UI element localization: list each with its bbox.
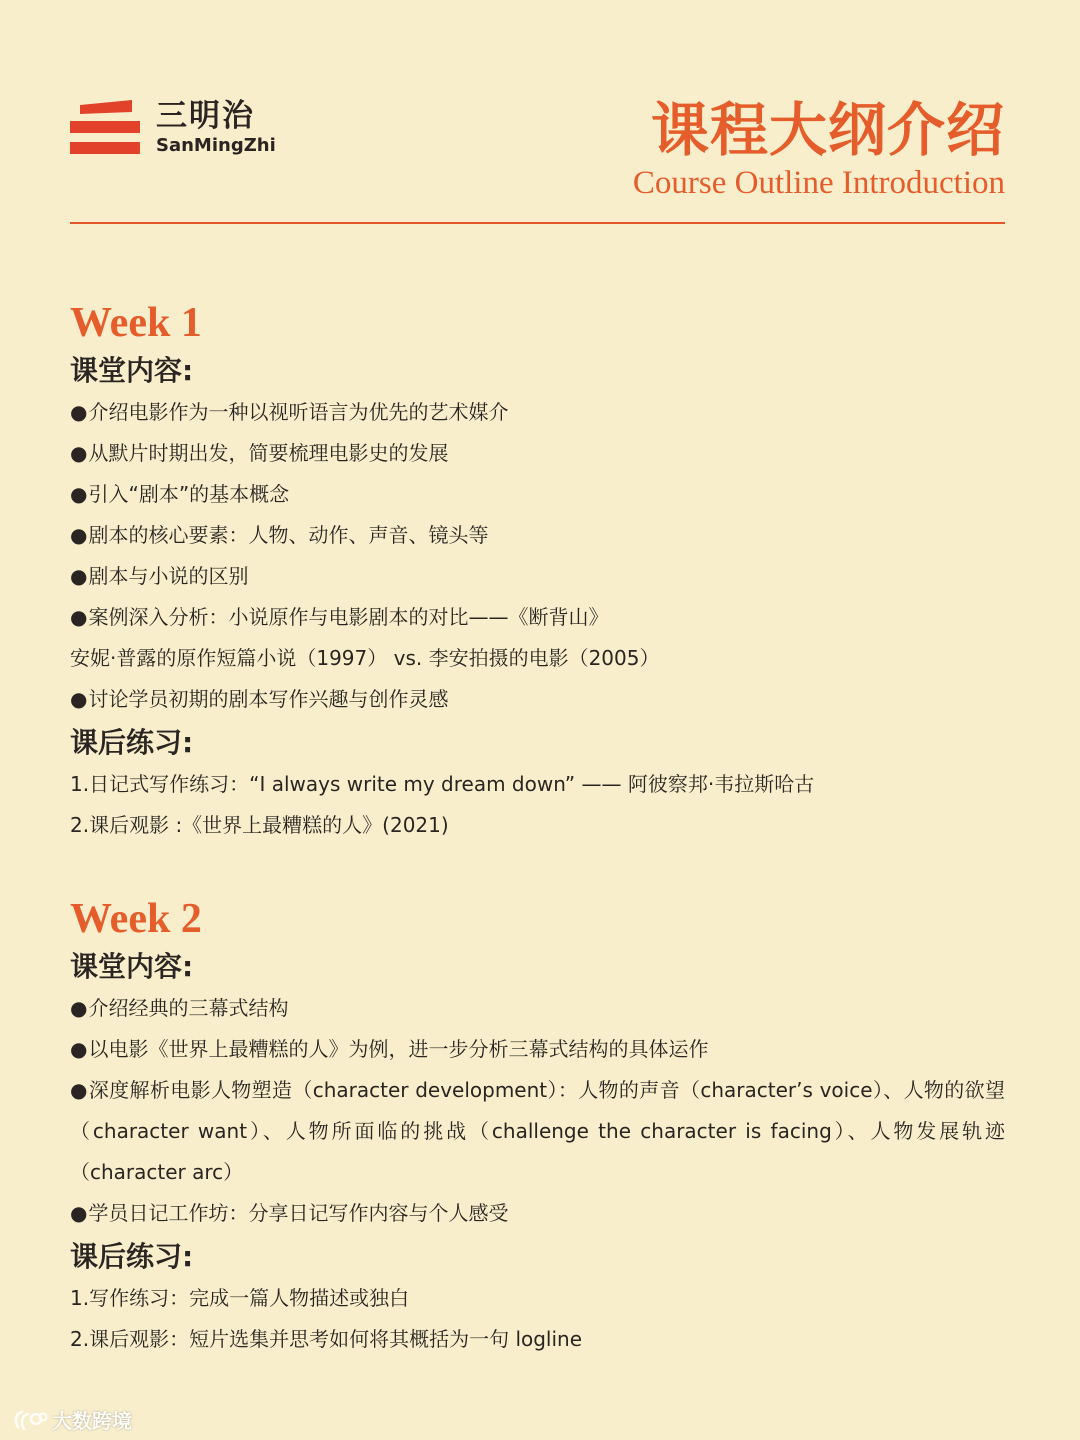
week-title: Week 1	[70, 300, 202, 346]
week-2-section	[70, 894, 1005, 1360]
list-item: ●以电影《世界上最糟糕的人》为例，进一步分析三幕式结构的具体运作	[70, 1037, 709, 1061]
brand-name-en: SanMingZhi	[156, 135, 276, 156]
page-header	[70, 96, 1005, 224]
bullet-icon: ●	[70, 1201, 88, 1225]
bullet-icon: ●	[70, 400, 88, 424]
list-item: ●学员日记工作坊：分享日记写作内容与个人感受	[70, 1201, 509, 1225]
list-item: ●介绍电影作为一种以视听语言为优先的艺术媒介	[70, 400, 509, 424]
week-title: Week 2	[70, 896, 202, 942]
list-item: ●从默片时期出发，简要梳理电影史的发展	[70, 441, 449, 465]
bullet-icon: ●	[70, 605, 88, 629]
homework-item: 1.写作练习：完成一篇人物描述或独白	[70, 1286, 410, 1310]
homework-heading: 课后练习:	[70, 1240, 194, 1273]
list-item: ●剧本的核心要素：人物、动作、声音、镜头等	[70, 523, 489, 547]
page-title: 课程大纲介绍	[650, 96, 1005, 164]
title-block	[633, 96, 1005, 200]
homework-item: 2.课后观影：短片选集并思考如何将其概括为一句 logline	[70, 1327, 583, 1351]
bullet-icon: ●	[70, 687, 88, 711]
bullet-icon: ●	[70, 564, 88, 588]
list-item: ●介绍经典的三幕式结构	[70, 996, 289, 1020]
bullet-icon: ●	[70, 1078, 88, 1102]
list-item: ●剧本与小说的区别	[70, 564, 249, 588]
watermark	[12, 1405, 132, 1434]
list-item: ●讨论学员初期的剧本写作兴趣与创作灵感	[70, 687, 449, 711]
week-1-section	[70, 298, 1005, 846]
bullet-icon: ●	[70, 482, 88, 506]
list-item: ●引入“剧本”的基本概念	[70, 482, 290, 506]
homework-item: 2.课后观影 :《世界上最糟糕的人》(2021)	[70, 813, 449, 837]
brand-logo	[70, 100, 276, 156]
bullet-icon: ●	[70, 441, 88, 465]
list-item: ●深度解析电影人物塑造（character development）：人物的声音（character’s voice）、人物的欲望（character want）、人物所面临的挑战（challenge the character is facing）、人物发展轨迹（character arc）	[70, 1078, 1005, 1184]
bullet-icon: ●	[70, 1037, 88, 1061]
list-item-note: 安妮·普露的原作短篇小说（1997） vs. 李安拍摄的电影（2005）	[70, 646, 660, 670]
watermark-logo-icon	[12, 1407, 48, 1433]
page-subtitle: Course Outline Introduction	[632, 165, 1005, 201]
homework-item: 1.日记式写作练习：“I always write my dream down” —— 阿彼察邦·韦拉斯哈古	[70, 772, 815, 796]
list-item: ●案例深入分析：小说原作与电影剧本的对比——《断背山》	[70, 605, 609, 629]
watermark-text: 大数跨境	[52, 1409, 132, 1433]
class-content-heading: 课堂内容:	[70, 950, 194, 983]
bullet-icon: ●	[70, 523, 88, 547]
sanmingzhi-logo-icon	[70, 100, 140, 156]
bullet-icon: ●	[70, 996, 88, 1020]
homework-heading: 课后练习:	[70, 726, 194, 759]
brand-name-cn: 三明治	[156, 98, 255, 134]
class-content-heading: 课堂内容:	[70, 354, 194, 387]
